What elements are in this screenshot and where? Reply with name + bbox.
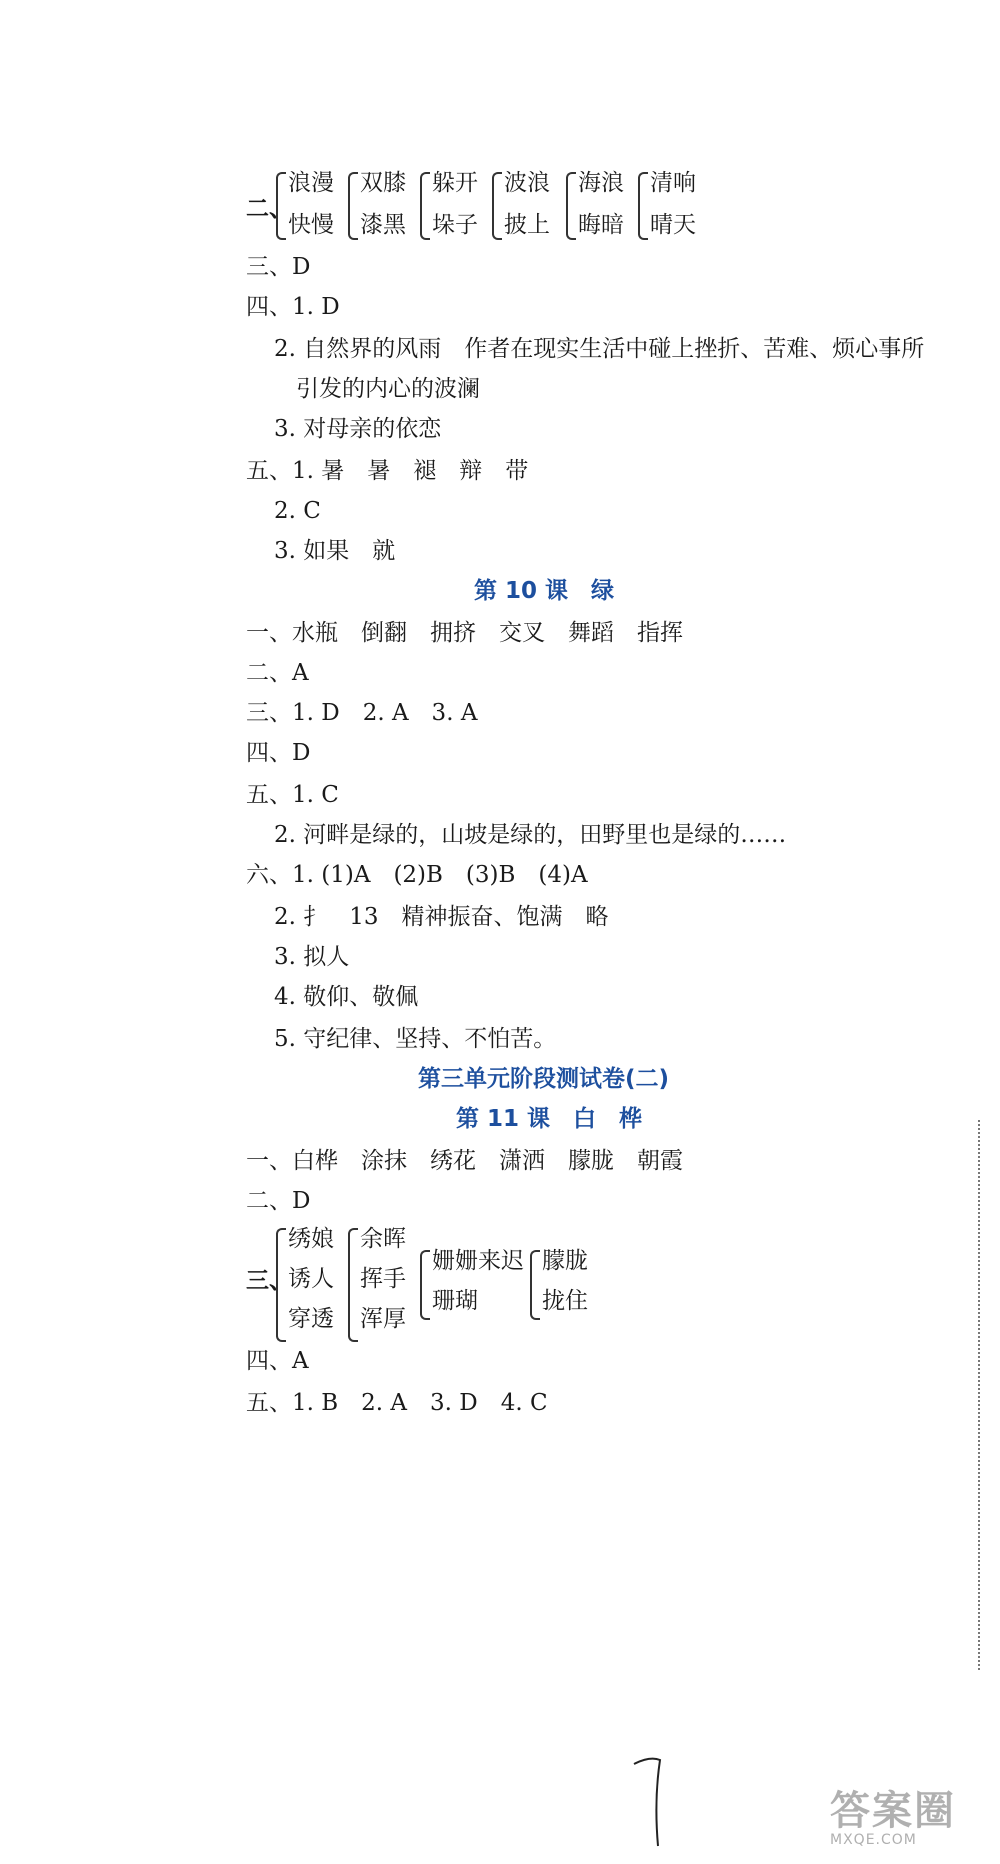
margin-dotted-line bbox=[978, 1120, 980, 1670]
pair-bottom: 垛子 bbox=[432, 212, 478, 238]
answer-line: 一、水瓶 倒翻 拥挤 交叉 舞蹈 指挥 bbox=[246, 620, 683, 646]
pair-top: 浪漫 bbox=[288, 170, 334, 196]
answer-line: 2. 扌 13 精神振奋、饱满 略 bbox=[274, 904, 609, 930]
answer-line: 2. 自然界的风雨 作者在现实生活中碰上挫折、苦难、烦心事所 bbox=[274, 336, 925, 362]
group-item: 挥手 bbox=[360, 1266, 406, 1292]
lesson-title: 第 11 课 白 桦 bbox=[456, 1106, 643, 1132]
answer-line: 三、1. D 2. A 3. A bbox=[246, 700, 478, 726]
handwritten-mark-icon bbox=[630, 1750, 670, 1850]
brace bbox=[348, 172, 358, 240]
answer-line: 五、1. C bbox=[246, 782, 339, 808]
brace bbox=[276, 1228, 286, 1342]
answer-line: 5. 守纪律、坚持、不怕苦。 bbox=[274, 1026, 557, 1052]
brace bbox=[420, 172, 430, 240]
brace bbox=[492, 172, 502, 240]
pair-bottom: 晦暗 bbox=[578, 212, 624, 238]
lesson-title: 第 10 课 绿 bbox=[474, 578, 615, 604]
pair-bottom: 披上 bbox=[504, 212, 550, 238]
group-item: 余晖 bbox=[360, 1226, 406, 1252]
watermark-url: MXQE.COM bbox=[830, 1832, 917, 1848]
answer-line: 一、白桦 涂抹 绣花 潇洒 朦胧 朝霞 bbox=[246, 1148, 683, 1174]
answer-line: 4. 敬仰、敬佩 bbox=[274, 984, 419, 1010]
group-item: 浑厚 bbox=[360, 1306, 406, 1332]
answer-line: 3. 对母亲的依恋 bbox=[274, 416, 442, 442]
answer-line: 3. 如果 就 bbox=[274, 538, 396, 564]
group-item: 珊瑚 bbox=[432, 1288, 478, 1314]
brace bbox=[276, 172, 286, 240]
answer-line: 3. 拟人 bbox=[274, 944, 350, 970]
answer-line: 四、D bbox=[246, 740, 311, 766]
answer-line: 二、D bbox=[246, 1188, 311, 1214]
group-item: 朦胧 bbox=[542, 1248, 588, 1274]
answer-line: 四、1. D bbox=[246, 294, 340, 320]
answer-line: 三、D bbox=[246, 254, 311, 280]
group-item: 穿透 bbox=[288, 1306, 334, 1332]
group-item: 诱人 bbox=[288, 1266, 334, 1292]
answer-line: 五、1. 暑 暑 褪 辩 带 bbox=[246, 458, 529, 484]
answer-line: 四、A bbox=[246, 1348, 309, 1374]
brace bbox=[530, 1250, 540, 1320]
q2-label: 二、 bbox=[246, 196, 292, 222]
group-item: 拢住 bbox=[542, 1288, 588, 1314]
group-item: 绣娘 bbox=[288, 1226, 334, 1252]
answer-line: 五、1. B 2. A 3. D 4. C bbox=[246, 1390, 548, 1416]
brace bbox=[566, 172, 576, 240]
pair-top: 躲开 bbox=[432, 170, 478, 196]
unit-test-title: 第三单元阶段测试卷(二) bbox=[418, 1066, 670, 1092]
pair-bottom: 晴天 bbox=[650, 212, 696, 238]
watermark-text: 答案圈 bbox=[830, 1788, 956, 1834]
pair-top: 双膝 bbox=[360, 170, 406, 196]
pair-top: 海浪 bbox=[578, 170, 624, 196]
pair-top: 波浪 bbox=[504, 170, 550, 196]
answer-line: 引发的内心的波澜 bbox=[296, 376, 480, 402]
answer-line: 2. 河畔是绿的，山坡是绿的，田野里也是绿的…… bbox=[274, 822, 787, 848]
pair-bottom: 漆黑 bbox=[360, 212, 406, 238]
answer-line: 二、A bbox=[246, 660, 309, 686]
group-item: 姗姗来迟 bbox=[432, 1248, 524, 1274]
pair-top: 清响 bbox=[650, 170, 696, 196]
q3-label: 三、 bbox=[246, 1268, 292, 1294]
brace bbox=[420, 1250, 430, 1320]
watermark-logo bbox=[830, 1790, 990, 1860]
brace bbox=[638, 172, 648, 240]
answer-line: 六、1. (1)A (2)B (3)B (4)A bbox=[246, 862, 588, 888]
pair-bottom: 快慢 bbox=[288, 212, 334, 238]
answer-line: 2. C bbox=[274, 498, 321, 524]
brace bbox=[348, 1228, 358, 1342]
